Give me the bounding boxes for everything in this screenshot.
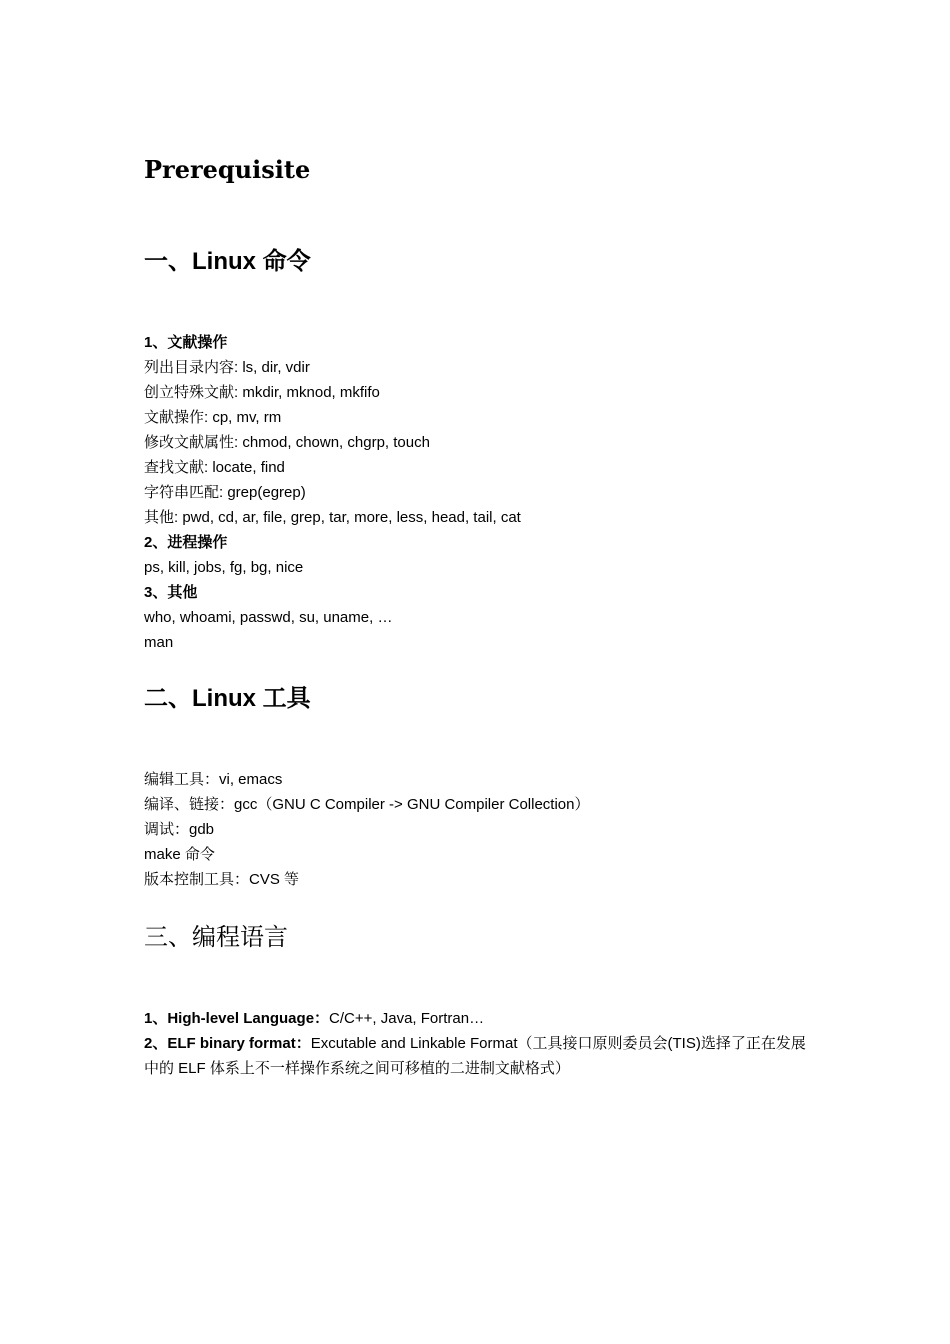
- list-item: make 命令: [144, 846, 215, 863]
- list-item: 列出目录内容: ls, dir, vdir: [144, 359, 310, 376]
- item-label-high-level-language: 1、High-level Language：: [144, 1010, 330, 1027]
- list-item: 版本控制工具：CVS 等: [144, 871, 300, 888]
- list-item: man: [144, 634, 174, 651]
- section-heading-linux-commands: 一、Linux 命令: [144, 248, 311, 275]
- list-item: [144, 1006, 814, 1031]
- list-item: 调试：gdb: [144, 821, 215, 838]
- list-item: [144, 1031, 814, 1081]
- list-item: 字符串匹配: grep(egrep): [144, 484, 306, 501]
- document-body: [144, 150, 814, 1081]
- section-heading-linux-tools: 二、Linux 工具: [144, 685, 311, 712]
- subsection-title-process-operations: 2、进程操作: [144, 534, 228, 551]
- list-item: who, whoami, passwd, su, uname, …: [144, 609, 393, 626]
- list-item: 其他: pwd, cd, ar, file, grep, tar, more, less, head, tail, cat: [144, 509, 521, 526]
- list-item: 文献操作: cp, mv, rm: [144, 409, 282, 426]
- list-item: 编译、链接：gcc（GNU C Compiler -> GNU Compiler Collection）: [144, 796, 590, 813]
- list-item: 编辑工具：vi, emacs: [144, 771, 283, 788]
- list-item: 创立特殊文献: mkdir, mknod, mkfifo: [144, 384, 380, 401]
- document-title: Prerequisite: [144, 155, 311, 184]
- item-text-high-level-language: C/C++, Java, Fortran…: [329, 1010, 485, 1027]
- section-heading-programming-languages: 三、编程语言: [144, 924, 288, 951]
- subsection-title-other: 3、其他: [144, 584, 198, 601]
- list-item: 查找文献: locate, find: [144, 459, 285, 476]
- section-linux-tools-body: [144, 767, 814, 892]
- item-label-elf-binary-format: 2、ELF binary format：: [144, 1035, 311, 1052]
- item-text-elf-binary-format: Excutable and Linkable Format（工具接口原则委员会(TIS)选择了正在发展中的 ELF 体系上不一样操作系统之间可移植的二进制文献格式）: [144, 1035, 806, 1077]
- list-item: 修改文献属性: chmod, chown, chgrp, touch: [144, 434, 430, 451]
- section-programming-languages-body: [144, 1006, 814, 1081]
- subsection-title-file-operations: 1、文献操作: [144, 334, 228, 351]
- section-linux-commands-body: [144, 330, 814, 655]
- list-item: ps, kill, jobs, fg, bg, nice: [144, 559, 304, 576]
